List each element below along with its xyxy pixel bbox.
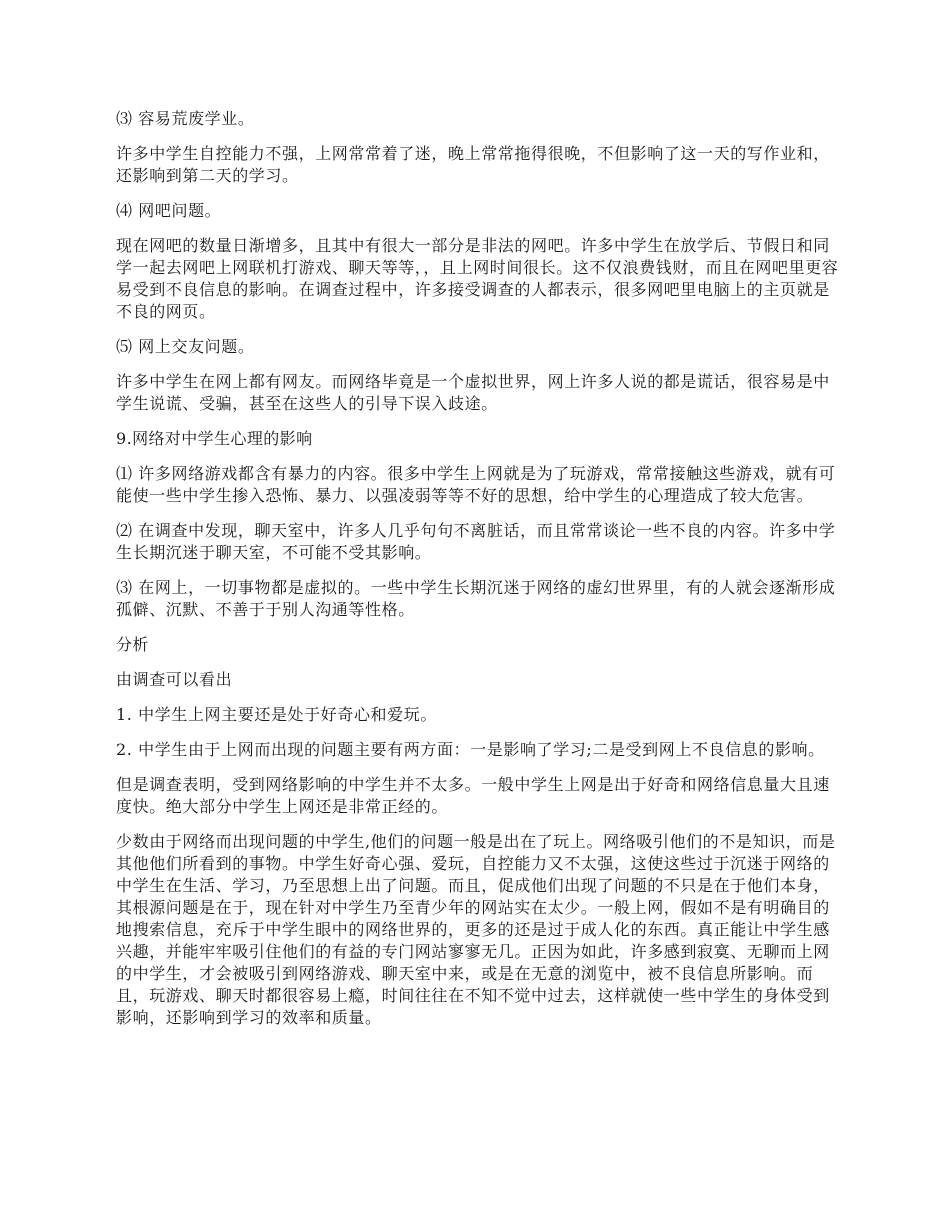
paragraph-self-control: 许多中学生自控能力不强，上网常常着了迷，晚上常常拖得很晚，不但影响了这一天的写作业和，还影响到第二天的学习。 [116, 144, 830, 185]
item-heading-3-neglect-study: ⑶ 容易荒废学业。 [116, 109, 255, 128]
item-heading-4-internet-cafe: ⑷ 网吧问题。 [116, 201, 222, 220]
paragraph-survey-result: 但是调查表明，受到网络影响的中学生并不太多。一般中学生上网是出于好奇和网络信息量大且速度快。绝大部分中学生上网还是非常正经的。 [116, 775, 830, 816]
section-heading-analysis: 分析 [116, 635, 149, 654]
paragraph-conclusion: 少数由于网络而出现问题的中学生,他们的问题一般是出在了玩上。网络吸引他们的不是知识，而是其他他们所看到的事物。中学生好奇心强、爱玩，自控能力又不太强，这使这些过于沉迷于网络的中学生在生活、学习，乃至思想上出了问题。而且，促成他们出现了问题的不只是在于他们本身，其根源问题是在于，现在针对中学生乃至青少年的网站实在太少。一般上网，假如不是有明确目的地搜索信息，充斥于中学生眼中的网络世界的，更多的还是过于成人化的东西。真正能让中学生感兴趣，并能牢牢吸引住他们的有益的专门网站寥寥无几。正因为如此，许多感到寂寞、无聊而上网的中学生，才会被吸引到网络游戏、聊天室中来，或是在无意的浏览中，被不良信息所影响。而且，玩游戏、聊天时都很容易上瘾，时间往往在不知不觉中过去，这样就使一些中学生的身体受到影响，还影响到学习的效率和质量。 [116, 832, 836, 1027]
paragraph-violent-games: ⑴ 许多网络游戏都含有暴力的内容。很多中学生上网就是为了玩游戏，常常接触这些游戏，就有可能使一些中学生掺入恐怖、暴力、以强凌弱等等不好的思想，给中学生的心理造成了较大危害。 [116, 464, 836, 505]
list-item-2: 2. 中学生由于上网而出现的问题主要有两方面：一是影响了学习;二是受到网上不良信息的影响。 [116, 740, 825, 759]
paragraph-survey-shows: 由调查可以看出 [116, 670, 233, 689]
paragraph-chat-rooms: ⑵ 在调查中发现，聊天室中，许多人几乎句句不离脏话，而且常常谈论一些不良的内容。许多中学生长期沉迷于聊天室，不可能不受其影响。 [116, 521, 836, 562]
list-item-1: 1. 中学生上网主要还是处于好奇心和爱玩。 [116, 705, 437, 724]
item-heading-5-online-friends: ⑸ 网上交友问题。 [116, 337, 255, 356]
paragraph-virtual-world: ⑶ 在网上，一切事物都是虚拟的。一些中学生长期沉迷于网络的虚幻世界里，有的人就会逐渐形成孤僻、沉默、不善于于别人沟通等性格。 [116, 578, 836, 619]
section-heading-psychology: 9.网络对中学生心理的影响 [116, 429, 313, 448]
paragraph-online-friends: 许多中学生在网上都有网友。而网络毕竟是一个虚拟世界，网上许多人说的都是谎话，很容易是中学生说谎、受骗，甚至在这些人的引导下误入歧途。 [116, 372, 830, 413]
paragraph-internet-cafe: 现在网吧的数量日渐增多，且其中有很大一部分是非法的网吧。许多中学生在放学后、节假日和同学一起去网吧上网联机打游戏、聊天等等，，且上网时间很长。这不仅浪费钱财，而且在网吧里更容易受到不良信息的影响。在调查过程中，许多接受调查的人都表示，很多网吧里电脑上的主页就是不良的网页。 [116, 236, 839, 321]
document-body [116, 108, 840, 1042]
